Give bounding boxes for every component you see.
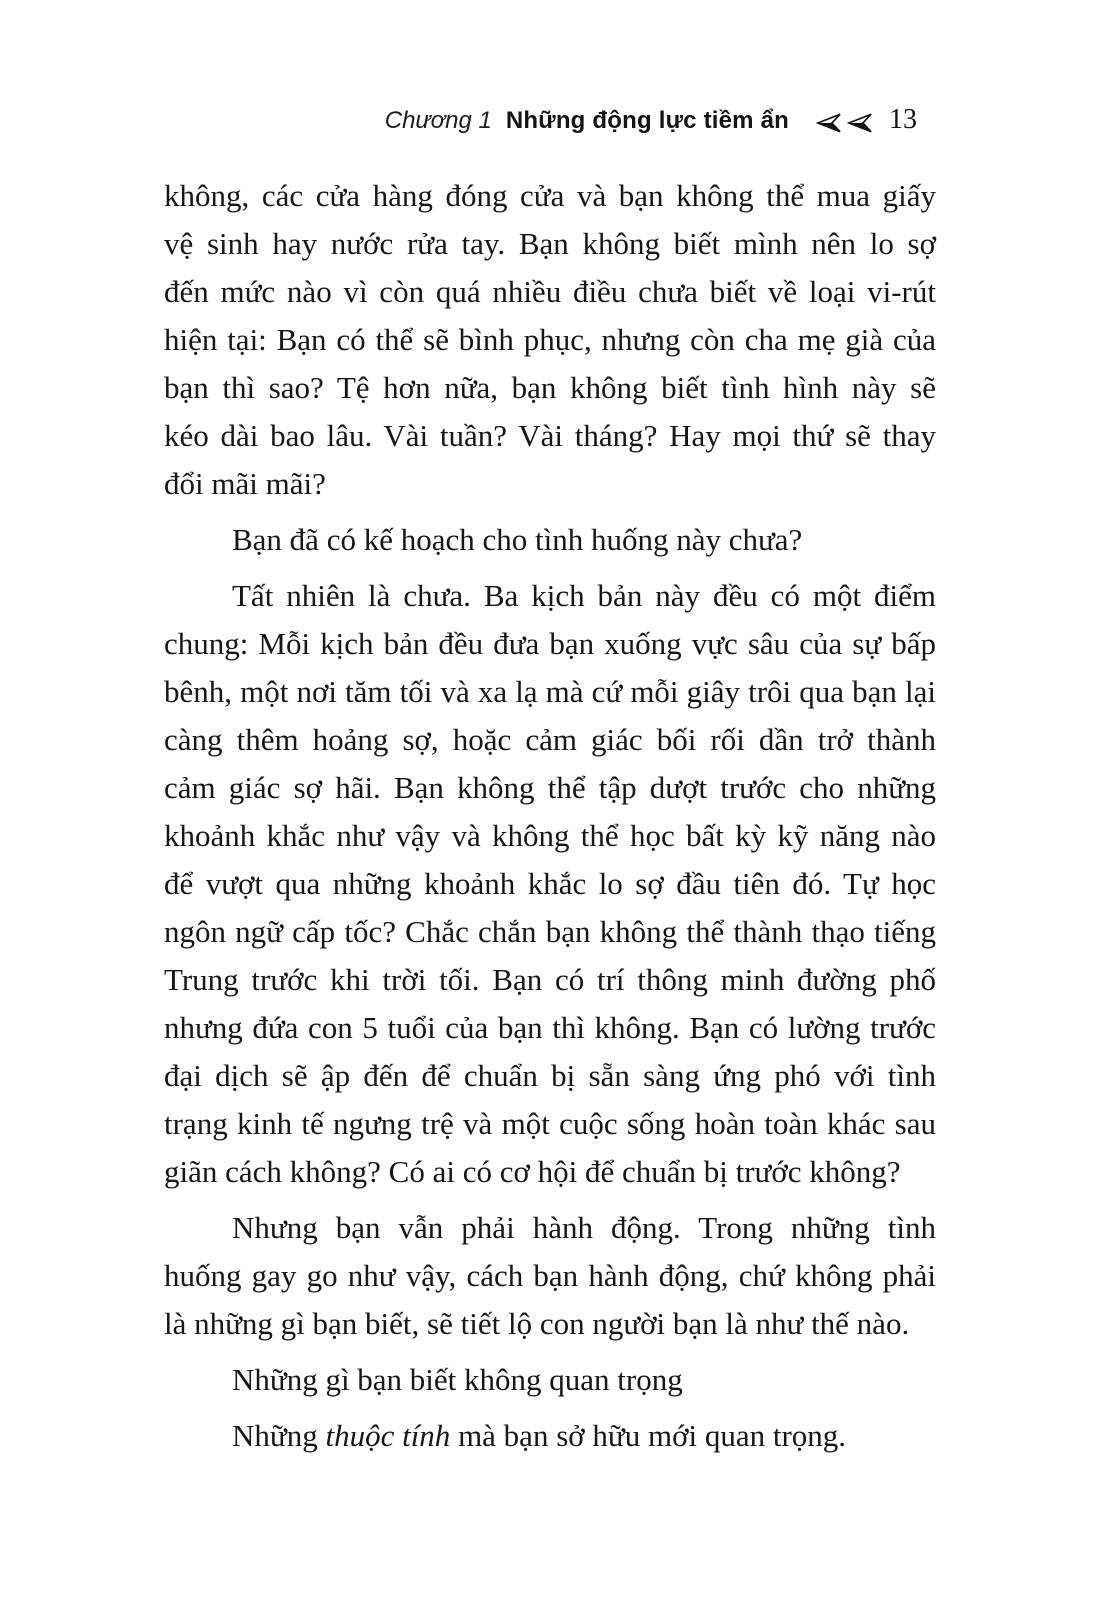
text-line: trạng kinh tế ngưng trệ và một cuộc sống hoàn toàn khác sau: [164, 1106, 936, 1141]
chapter-label: Chương 1: [384, 107, 492, 134]
text-line: không, các cửa hàng đóng cửa và bạn không thể mua giấy: [164, 178, 936, 213]
text-line: Những thuộc tính mà bạn sở hữu mới quan trọng.: [232, 1418, 847, 1453]
text-line: vệ sinh hay nước rửa tay. Bạn không biết mình nên lo sợ: [164, 226, 936, 261]
text-line: Trung trước khi trời tối. Bạn có trí thông minh đường phố: [164, 962, 936, 997]
paragraph: [164, 1412, 936, 1460]
text-line: đến mức nào vì còn quá nhiều điều chưa biết về loại vi-rút: [164, 274, 936, 309]
double-back-arrows-icon: [815, 112, 873, 134]
text-line: khoảnh khắc như vậy và không thể học bất kỳ kỹ năng nào: [164, 818, 936, 853]
paragraph: [164, 572, 936, 1196]
text-line: Những gì bạn biết không quan trọng: [232, 1362, 683, 1397]
paragraph: [164, 1204, 936, 1348]
text-line: ngôn ngữ cấp tốc? Chắc chắn bạn không thể thành thạo tiếng: [164, 914, 936, 949]
text-line: huống gay go như vậy, cách bạn hành động, chứ không phải: [164, 1258, 936, 1293]
text-line: để vượt qua những khoảnh khắc lo sợ đầu tiên đó. Tự học: [164, 866, 936, 901]
text-line: hiện tại: Bạn có thể sẽ bình phục, nhưng còn cha mẹ già của: [164, 322, 936, 357]
text-line: đổi mãi mãi?: [164, 466, 326, 501]
text-line: càng thêm hoảng sợ, hoặc cảm giác bối rối dần trở thành: [164, 722, 936, 757]
text-line: chung: Mỗi kịch bản đều đưa bạn xuống vực sâu của sự bấp: [164, 626, 936, 661]
text-line: bênh, một nơi tăm tối và xa lạ mà cứ mỗi giây trôi qua bạn lại: [164, 674, 936, 709]
text-line: cảm giác sợ hãi. Bạn không thể tập dượt trước cho những: [164, 770, 936, 805]
text-line: là những gì bạn biết, sẽ tiết lộ con người bạn là như thế nào.: [164, 1306, 910, 1341]
page-number: 13: [889, 104, 917, 135]
text-line: giãn cách không? Có ai có cơ hội để chuẩn bị trước không?: [164, 1154, 901, 1189]
chapter-title: Những động lực tiềm ẩn: [505, 107, 789, 134]
text-line: đại dịch sẽ ập đến để chuẩn bị sẵn sàng ứng phó với tình: [164, 1058, 936, 1093]
running-header: [385, 104, 917, 136]
paragraph: [164, 1356, 936, 1404]
text-line: Nhưng bạn vẫn phải hành động. Trong những tình: [232, 1210, 936, 1245]
text-line: Tất nhiên là chưa. Ba kịch bản này đều có một điểm: [232, 578, 936, 613]
text-line: Bạn đã có kế hoạch cho tình huống này chưa?: [232, 522, 803, 557]
paragraph: [164, 516, 936, 564]
page-body: [164, 172, 936, 1460]
text-line: kéo dài bao lâu. Vài tuần? Vài tháng? Hay mọi thứ sẽ thay: [164, 418, 936, 453]
text-line: bạn thì sao? Tệ hơn nữa, bạn không biết tình hình này sẽ: [164, 370, 936, 405]
text-line: nhưng đứa con 5 tuổi của bạn thì không. Bạn có lường trước: [164, 1010, 936, 1045]
paragraph: [164, 172, 936, 508]
